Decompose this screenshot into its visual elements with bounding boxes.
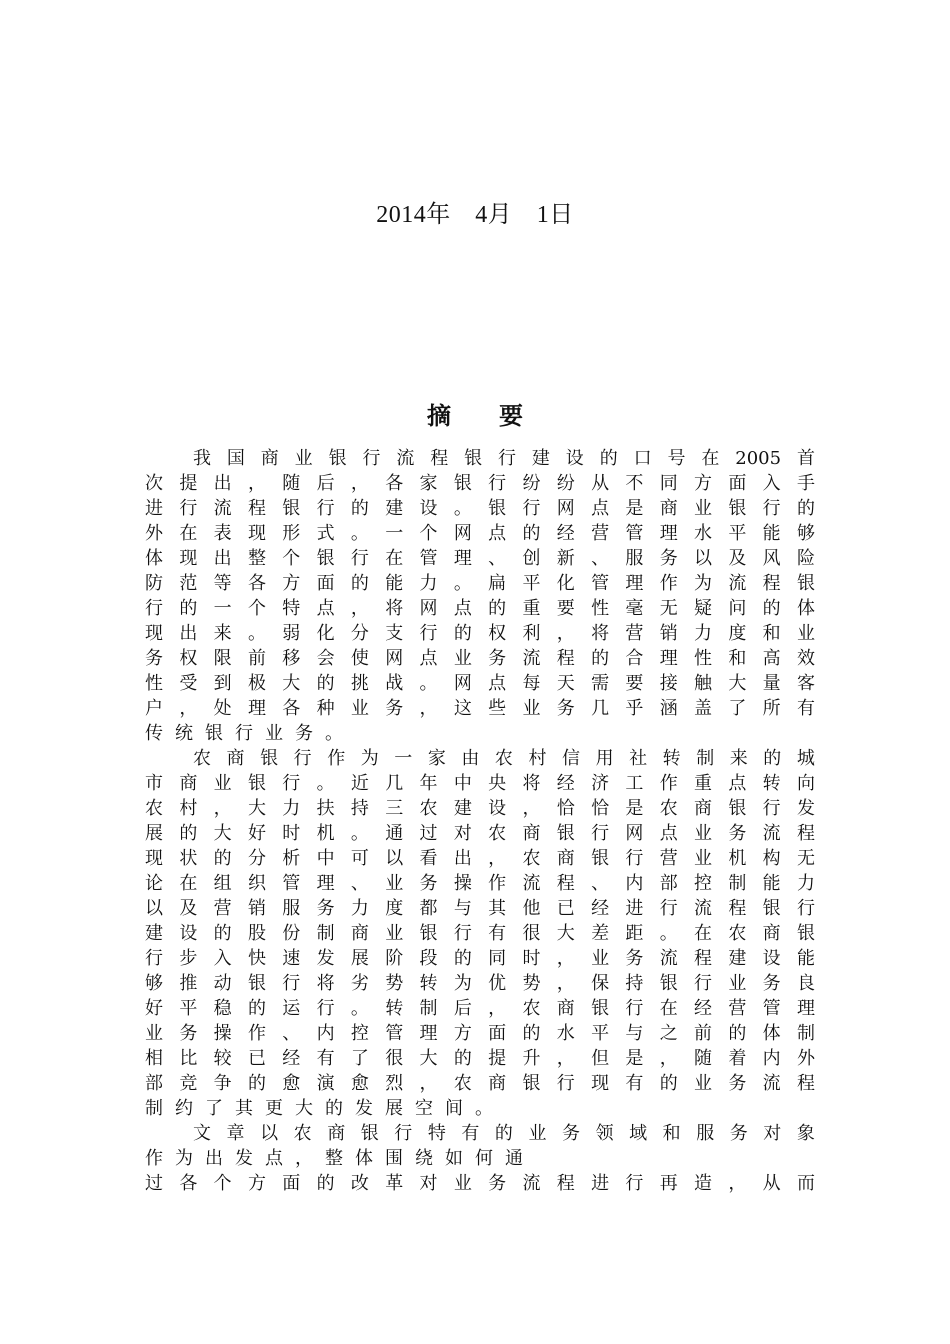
text-line: 传 统 银 行 业 务 。 bbox=[145, 723, 343, 744]
text-line: 市 商 业 银 行 。 近 几 年 中 央 将 经 济 工 作 重 点 转 向 bbox=[145, 773, 815, 794]
text-line: 行 的 一 个 特 点 ， 将 网 点 的 重 要 性 毫 无 疑 问 的 体 bbox=[145, 598, 815, 619]
text-line: 性 受 到 极 大 的 挑 战 。 网 点 每 天 需 要 接 触 大 量 客 bbox=[145, 673, 815, 694]
text-line: 次 提 出 ， 随 后 ， 各 家 银 行 纷 纷 从 不 同 方 面 入 手 bbox=[145, 473, 815, 494]
text-line: 现 状 的 分 析 中 可 以 看 出 ， 农 商 银 行 营 业 机 构 无 bbox=[145, 848, 815, 869]
text-line: 论 在 组 织 管 理 、 业 务 操 作 流 程 、 内 部 控 制 能 力 bbox=[145, 873, 815, 894]
text-line: 相 比 较 已 经 有 了 很 大 的 提 升 ， 但 是 ， 随 着 内 外 bbox=[145, 1048, 815, 1069]
text-line: 我 国 商 业 银 行 流 程 银 行 建 设 的 口 号 在 2005 首 bbox=[193, 448, 815, 469]
text-line: 作 为 出 发 点 ， 整 体 围 绕 如 何 通 bbox=[145, 1148, 523, 1169]
text-line: 好 平 稳 的 运 行 。 转 制 后 ， 农 商 银 行 在 经 营 管 理 bbox=[145, 998, 815, 1019]
text-line: 体 现 出 整 个 银 行 在 管 理 、 创 新 、 服 务 以 及 风 险 bbox=[145, 548, 815, 569]
text-line: 业 务 操 作 、 内 控 管 理 方 面 的 水 平 与 之 前 的 体 制 bbox=[145, 1023, 815, 1044]
text-line: 农 商 银 行 作 为 一 家 由 农 村 信 用 社 转 制 来 的 城 bbox=[193, 748, 815, 769]
text-line: 进 行 流 程 银 行 的 建 设 。 银 行 网 点 是 商 业 银 行 的 bbox=[145, 498, 815, 519]
abstract-body bbox=[145, 446, 815, 1196]
text-line: 农 村 ， 大 力 扶 持 三 农 建 设 ， 恰 恰 是 农 商 银 行 发 bbox=[145, 798, 815, 819]
text-line: 过 各 个 方 面 的 改 革 对 业 务 流 程 进 行 再 造 ， 从 而 bbox=[145, 1173, 815, 1194]
text-line: 展 的 大 好 时 机 。 通 过 对 农 商 银 行 网 点 业 务 流 程 bbox=[145, 823, 815, 844]
text-line: 部 竞 争 的 愈 演 愈 烈 ， 农 商 银 行 现 有 的 业 务 流 程 bbox=[145, 1073, 815, 1094]
text-line: 文 章 以 农 商 银 行 特 有 的 业 务 领 域 和 服 务 对 象 bbox=[193, 1123, 815, 1144]
text-line: 防 范 等 各 方 面 的 能 力 。 扁 平 化 管 理 作 为 流 程 银 bbox=[145, 573, 815, 594]
text-line: 以 及 营 销 服 务 力 度 都 与 其 他 已 经 进 行 流 程 银 行 bbox=[145, 898, 815, 919]
text-line: 现 出 来 。 弱 化 分 支 行 的 权 利 ， 将 营 销 力 度 和 业 bbox=[145, 623, 815, 644]
text-line: 建 设 的 股 份 制 商 业 银 行 有 很 大 差 距 。 在 农 商 银 bbox=[145, 923, 815, 944]
document-date: 2014年 4月 1日 bbox=[376, 202, 574, 228]
text-line: 务 权 限 前 移 会 使 网 点 业 务 流 程 的 合 理 性 和 高 效 bbox=[145, 648, 815, 669]
text-line: 户 ， 处 理 各 种 业 务 ， 这 些 业 务 几 乎 涵 盖 了 所 有 bbox=[145, 698, 815, 719]
text-line: 行 步 入 快 速 发 展 阶 段 的 同 时 ， 业 务 流 程 建 设 能 bbox=[145, 948, 815, 969]
abstract-heading: 摘 要 bbox=[427, 401, 523, 430]
text-line: 外 在 表 现 形 式 。 一 个 网 点 的 经 营 管 理 水 平 能 够 bbox=[145, 523, 815, 544]
text-line: 制 约 了 其 更 大 的 发 展 空 间 。 bbox=[145, 1098, 493, 1119]
text-line: 够 推 动 银 行 将 劣 势 转 为 优 势 ， 保 持 银 行 业 务 良 bbox=[145, 973, 815, 994]
